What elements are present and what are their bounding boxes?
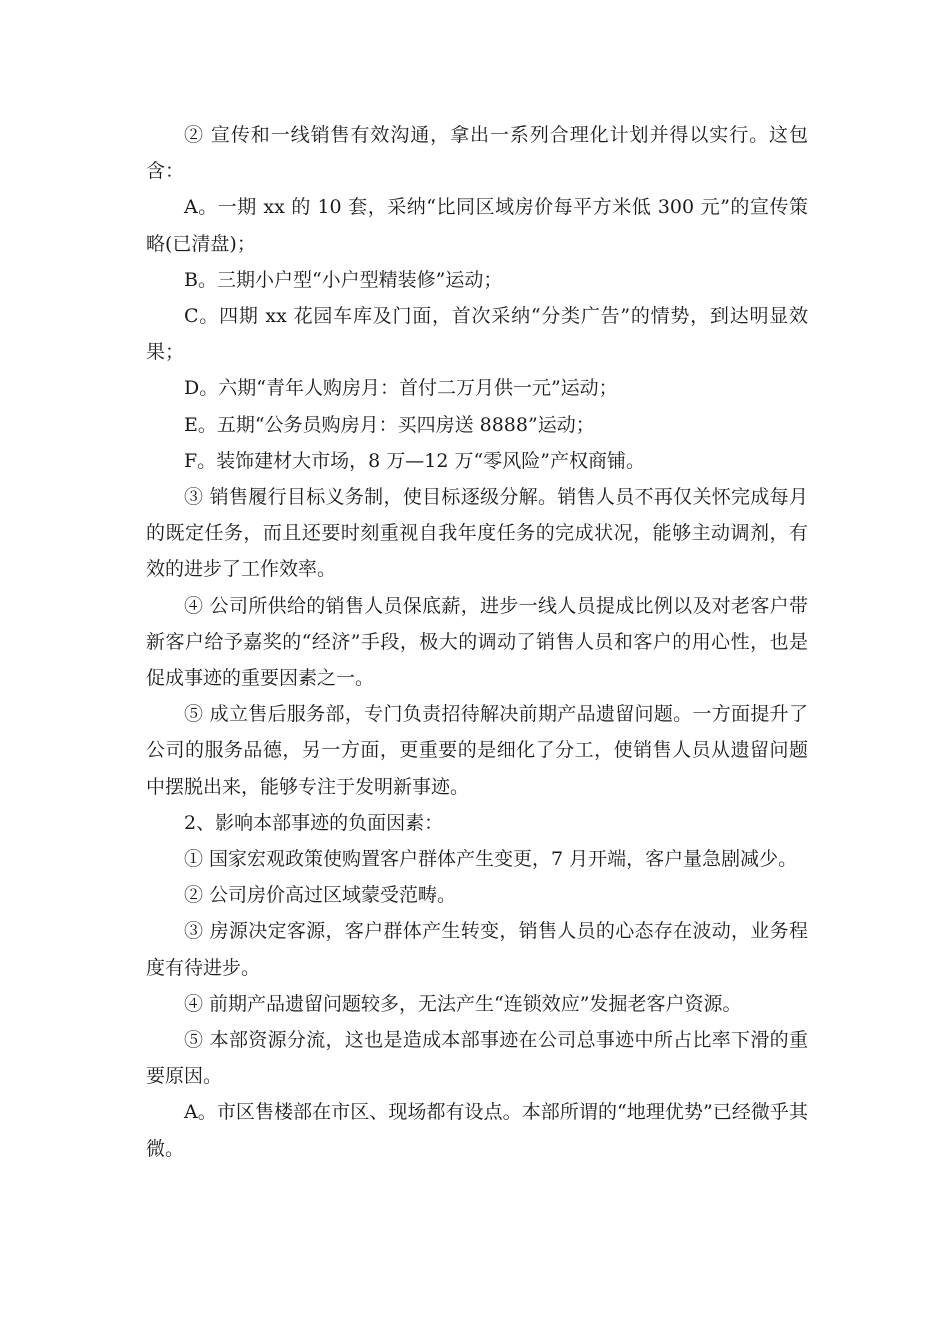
paragraph-resource-diversion: ⑤ 本部资源分流，这也是造成本部事迹在公司总事迹中所占比率下滑的重要原因。 bbox=[146, 1029, 808, 1088]
paragraph-legacy-issues: ④ 前期产品遗留问题较多，无法产生“连锁效应”发掘老客户资源。 bbox=[184, 992, 742, 1015]
paragraph-house-price: ② 公司房价高过区域蒙受范畴。 bbox=[184, 884, 457, 907]
paragraph-item-e-phase-five: E。五期“公务员购房月：买四房送 8888”运动； bbox=[184, 413, 595, 436]
paragraph-item-a-city-sales: A。市区售楼部在市区、现场都有设点。本部所谓的“地理优势”已经微乎其微。 bbox=[146, 1101, 808, 1160]
paragraph-housing-source: ③ 房源决定客源，客户群体产生转变，销售人员的心态存在波动，业务程度有待进步。 bbox=[146, 920, 808, 979]
paragraph-item-a-phase-one: A。一期 xx 的 10 套，采纳“比同区域房价每平方米低 300 元”的宣传策略(已清盘)； bbox=[146, 196, 808, 255]
paragraph-target-responsibility: ③ 销售履行目标义务制，使目标逐级分解。销售人员不再仅关怀完成每月的既定任务，而且还要时刻重视自我年度任务的完成状况，能够主动调剂，有效的进步了工作效率。 bbox=[146, 486, 808, 581]
section-heading-negative-factors: 2、影响本部事迹的负面因素： bbox=[184, 811, 444, 834]
document-body bbox=[146, 117, 808, 1167]
paragraph-publicity-communication: ② 宣传和一线销售有效沟通，拿出一系列合理化计划并得以实行。这包含： bbox=[146, 124, 808, 183]
paragraph-after-sales-department: ⑤ 成立售后服务部，专门负责招待解决前期产品遗留问题。一方面提升了公司的服务品德，另一方面，更重要的是细化了分工，使销售人员从遗留问题中摆脱出来，能够专注于发明新事迹。 bbox=[146, 703, 808, 798]
paragraph-item-b-phase-three: B。三期小户型“小户型精装修”运动； bbox=[184, 268, 503, 291]
paragraph-item-d-phase-six: D。六期“青年人购房月：首付二万月供一元”运动； bbox=[184, 377, 618, 400]
paragraph-base-salary: ④ 公司所供给的销售人员保底薪，进步一线人员提成比例以及对老客户带新客户给予嘉奖的“经济”手段，极大的调动了销售人员和客户的用心性，也是促成事迹的重要因素之一。 bbox=[146, 594, 808, 690]
paragraph-macro-policy: ① 国家宏观政策使购置客户群体产生变更，7 月开端，客户量急剧减少。 bbox=[184, 848, 798, 871]
paragraph-item-f-building-market: F。装饰建材大市场，8 万—12 万“零风险”产权商铺。 bbox=[184, 449, 645, 472]
paragraph-item-c-phase-four: C。四期 xx 花园车库及门面，首次采纳“分类广告”的情势，到达明显效果； bbox=[146, 305, 808, 364]
